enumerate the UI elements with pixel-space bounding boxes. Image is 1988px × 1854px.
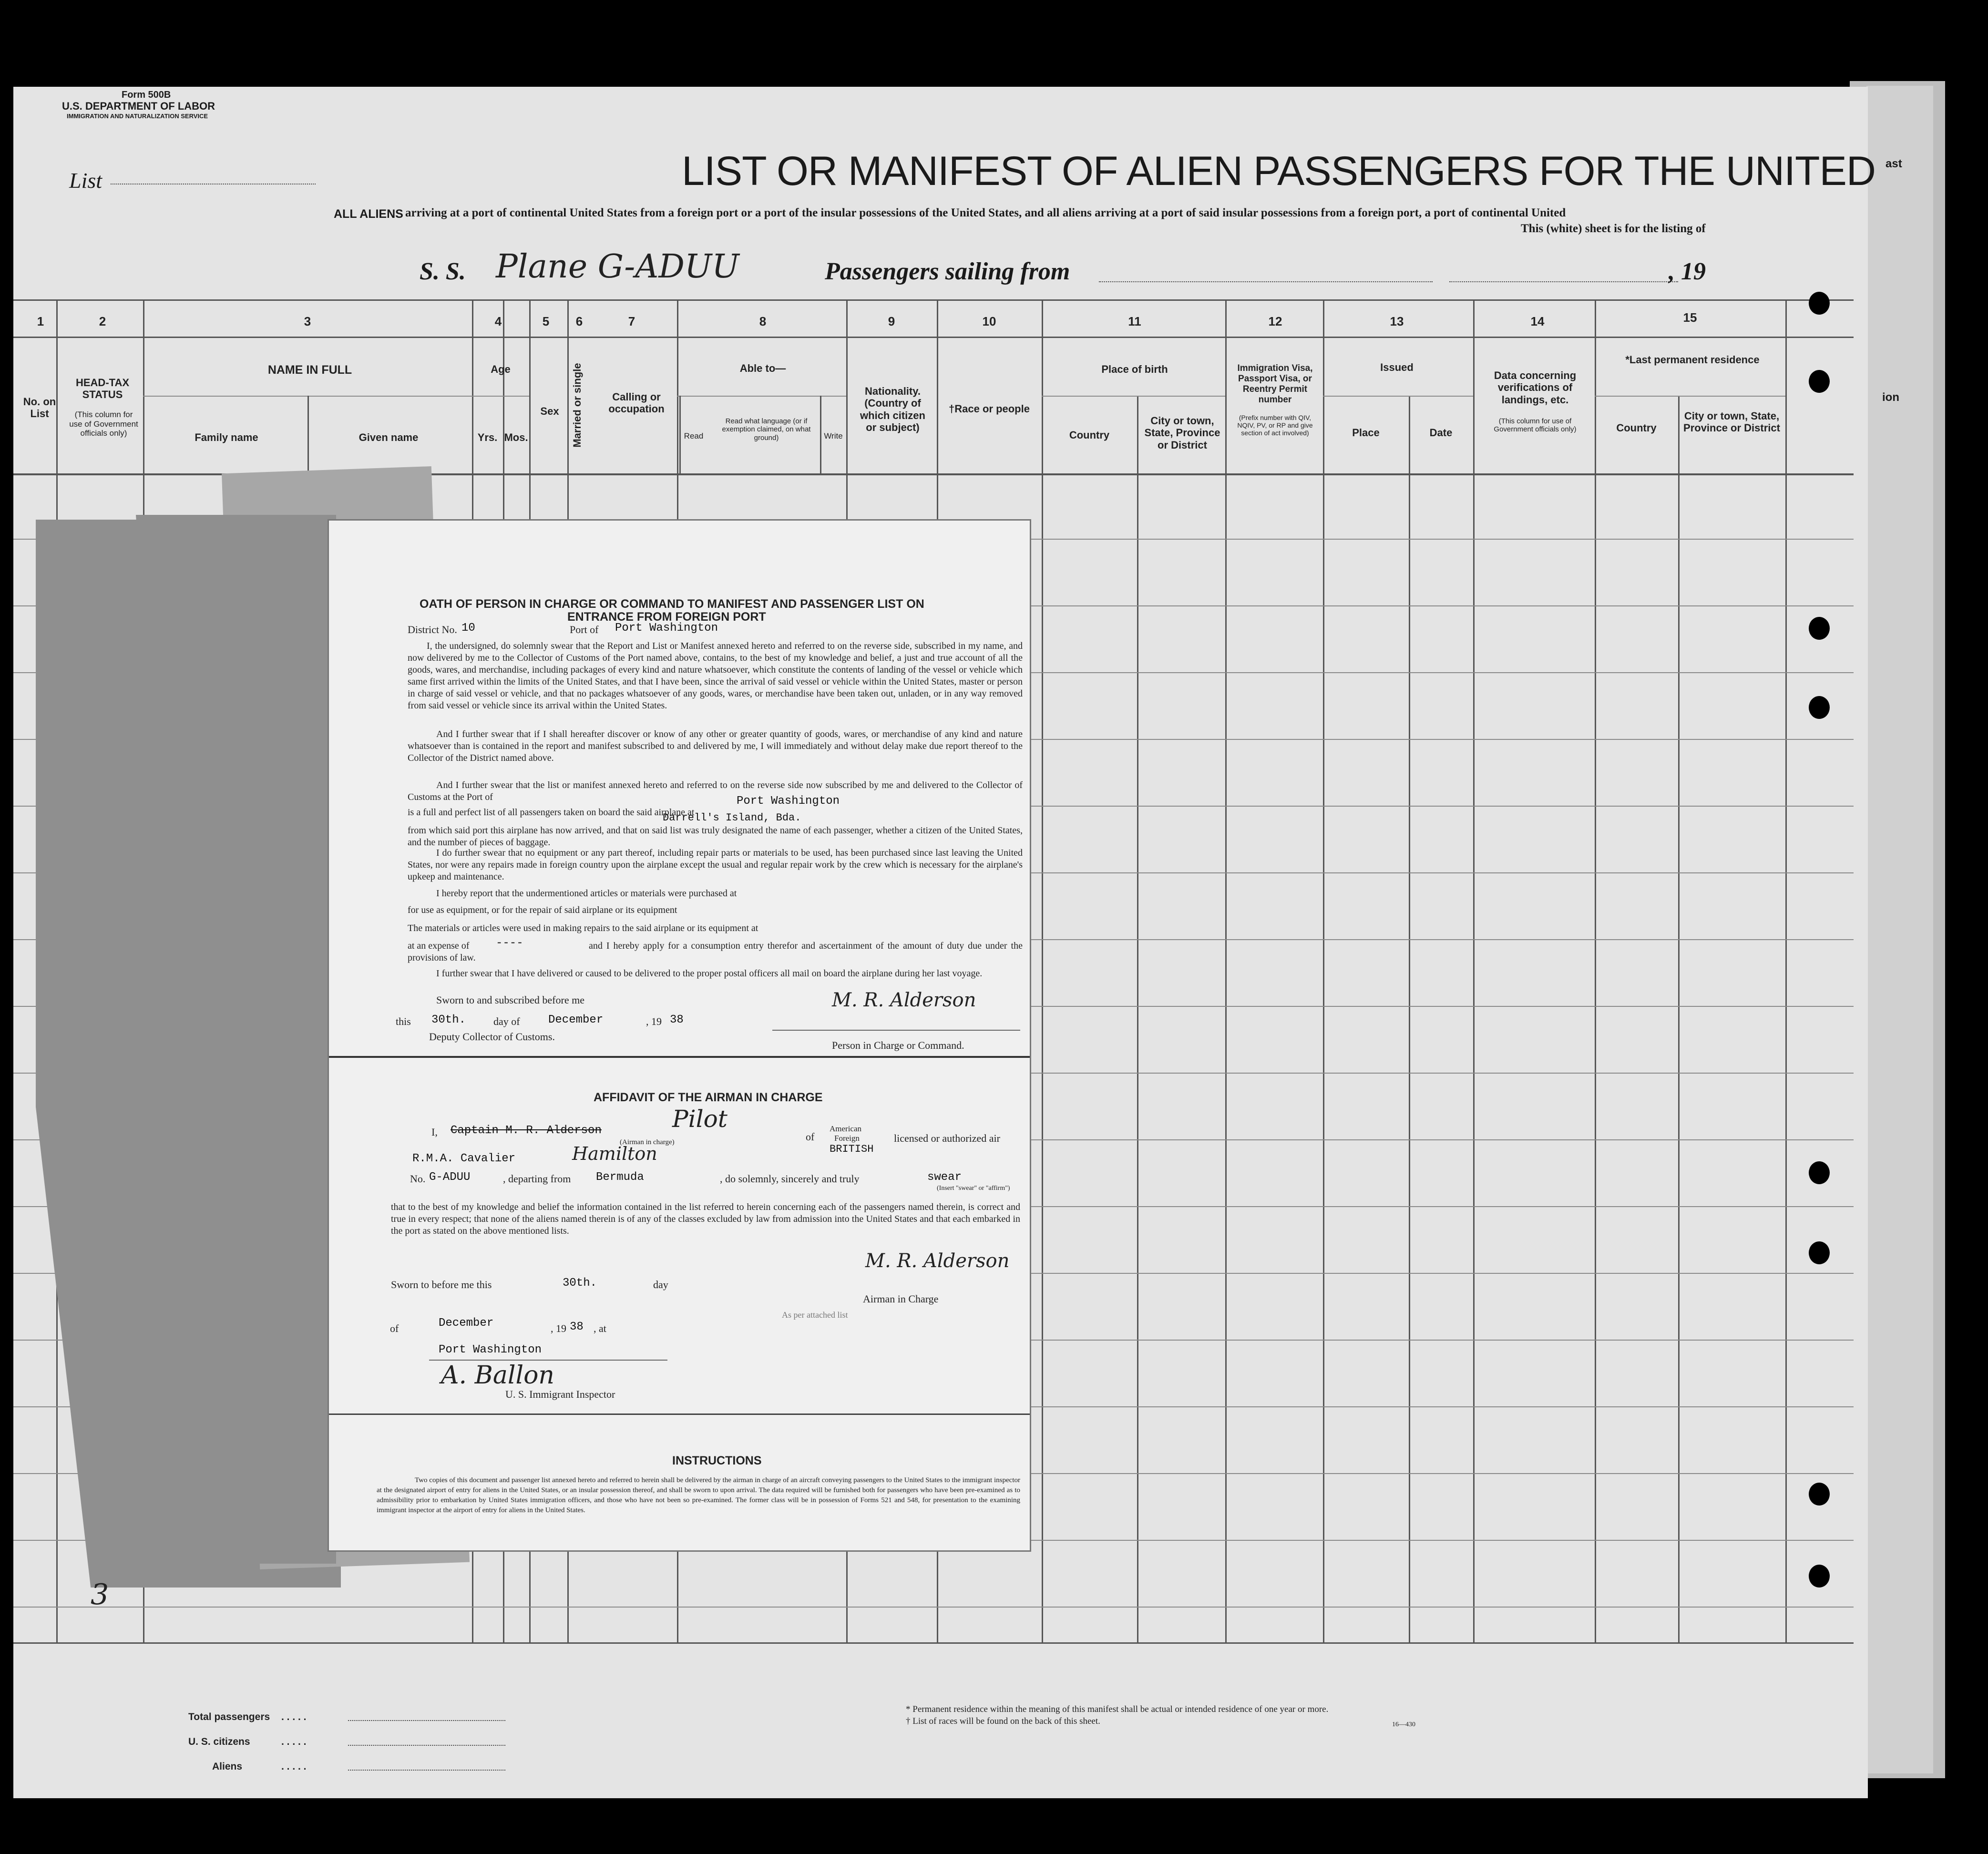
affidavit-i: I,	[431, 1126, 438, 1138]
footer-citizens-line	[348, 1745, 505, 1746]
affidavit-no-value: G-ADUU	[429, 1171, 471, 1184]
col-head-read-language: Read what language (or if exemption claimed, on what ground)	[722, 417, 811, 442]
oath-paragraph-1: I, the undersigned, do solemnly swear that the Report and List or Manifest annexed hereto and referred to on the reverse side, subscribed in my name, and now delivered by me to the Collector of Customs of the Port named above, contains, to the best of my knowledge and belief, a just and true account of all the goods, wares, and merchandise, including packages of every kind and nature whatsoever, which constitute the contents of landing of the vessel or vehicle which same first arrived within the limits of the United States, and that I have been, since the arrival of said vessel or vehicle within the United States, master or person in charge of said vessel or vehicle, and that no packages whatsoever of any goods, wares, or merchandise have been taken out, unladen, or in any way removed from said vessel or vehicle since its arrival within the United States.	[408, 641, 1023, 711]
oath-person-label: Person in Charge or Command.	[832, 1039, 964, 1051]
affidavit-day: day	[653, 1279, 668, 1291]
col-line	[307, 396, 309, 474]
affidavit-airman-in-charge: Airman in Charge	[863, 1293, 939, 1305]
oath-paragraph-4: I do further swear that no equipment or any part thereof, including repair parts or materials to be used, has been purchased since last leaving the United States, nor were any repairs made in foreign country upon the airplane except the usual and regular repair work by the crew which is necessary for the airplane's upkeep and maintenance.	[408, 848, 1023, 882]
affidavit-title: AFFIDAVIT OF THE AIRMAN IN CHARGE	[594, 1091, 823, 1104]
oath-title-1: OATH OF PERSON IN CHARGE OR COMMAND TO MANIFEST AND PASSENGER LIST ON	[420, 597, 924, 611]
affidavit-year: 38	[570, 1321, 584, 1333]
col-num-1: 1	[37, 314, 44, 328]
margin-mark: 3	[91, 1578, 109, 1611]
affidavit-handwritten-place: Hamilton	[572, 1143, 657, 1164]
affidavit-handwritten-title: Pilot	[672, 1105, 728, 1133]
oath-port-label: Port of	[570, 624, 599, 635]
edge-text-2: ion	[1882, 391, 1899, 404]
footer-note-2: † List of races will be found on the back of this sheet.	[906, 1716, 1100, 1726]
sailing-label: Passengers sailing from	[825, 258, 1070, 285]
col-line	[1137, 396, 1138, 1644]
col-head-write: Write	[824, 431, 843, 440]
form-title: LIST OR MANIFEST OF ALIEN PASSENGERS FOR THE UNITED	[682, 148, 1876, 194]
col-line	[1473, 299, 1475, 1644]
col-head-race: †Race or people	[949, 403, 1030, 415]
footer-code: 16—430	[1392, 1721, 1415, 1728]
col-head-verifications: Data concerning verifications of landings, etc.	[1494, 369, 1577, 406]
oath-expense-dash: ----	[496, 937, 523, 950]
punch-hole	[1809, 1241, 1830, 1264]
oath-paragraph-8b: and I hereby apply for a consumption entry therefor and ascertainment of the amount of duty due under the provisions of law.	[408, 941, 1023, 963]
oath-paragraph-9: I further swear that I have delivered or caused to be delivered to the proper postal officers all mail on board the airplane during her last voyage.	[436, 968, 983, 979]
affidavit-airman-label: (Airman in charge)	[620, 1138, 675, 1146]
instructions-title: INSTRUCTIONS	[672, 1454, 762, 1467]
oath-day-value: 30th.	[431, 1014, 466, 1026]
col-head-birth-city: City or town, State, Province or District	[1144, 415, 1220, 451]
col-head-age-yrs: Yrs.	[477, 431, 498, 443]
punch-hole	[1809, 617, 1830, 640]
edge-text-1: ast	[1886, 157, 1902, 170]
col-head-no-on-list: No. on List	[23, 396, 56, 420]
affidavit-of-2: of	[390, 1322, 399, 1334]
col-num-15: 15	[1683, 310, 1697, 325]
footer-total-dots: . . . . .	[281, 1711, 307, 1722]
sailing-port-line	[1099, 281, 1433, 282]
affidavit-sworn-day: 30th.	[563, 1277, 597, 1290]
footer-aliens-dots: . . . . .	[281, 1761, 307, 1772]
affidavit-american: American	[830, 1124, 862, 1133]
col-head-res-country: Country	[1616, 422, 1657, 434]
card-divider-2	[329, 1414, 1030, 1415]
col-num-10: 10	[982, 314, 996, 328]
punch-hole	[1809, 292, 1830, 315]
year-prefix: , 19	[1669, 258, 1706, 285]
affidavit-place-line	[429, 1360, 667, 1361]
subtitle-lead: ALL ALIENS	[334, 207, 403, 221]
subhead-rule	[472, 396, 529, 397]
oath-this: this	[396, 1015, 411, 1027]
footer-note-1: * Permanent residence within the meaning of this manifest shall be actual or intended residence of one year or more.	[906, 1704, 1329, 1714]
col-num-3: 3	[304, 314, 311, 328]
instructions-body: Two copies of this document and passenger list annexed hereto and referred to herein shall be delivered by the airman in charge of an aircraft conveying passengers to the United States to the immigrant inspector at the designated airport of entry for aliens in the United States, or an insular possession thereof, and shall be sworn to upon arrival. The data required will be furnished both for passengers who have been pre-examined as to admissibility prior to embarkation by United States immigration officers, and those who have not been so pre-examined. The former class will be in possession of Forms 521 and 548, for presentation to the examining immigrant inspector at the airport of entry for aliens in the United States.	[377, 1476, 1020, 1514]
oath-port: Port Washington	[615, 622, 718, 635]
col-num-5: 5	[542, 314, 550, 328]
col-num-4: 4	[494, 314, 502, 328]
oath-paragraph-2: And I further swear that if I shall hereafter discover or know of any other or greater quantity of goods, wares, or merchandise of any kind and nature whatsoever than is contained in the report and manifest subscribed to and delivered by me, I will immediately and without delay make due report thereof to the Collector of the District named above.	[408, 729, 1023, 763]
col-line	[1595, 299, 1596, 1644]
table-top-rule	[13, 299, 1854, 301]
col-line	[1785, 299, 1787, 1644]
col-num-8: 8	[759, 314, 767, 328]
affidavit-nationality: BRITISH	[830, 1143, 874, 1155]
footer-total-line	[348, 1720, 505, 1721]
col-head-head-tax-note: (This column for use of Government officials only)	[69, 410, 138, 438]
affidavit-place: Port Washington	[439, 1343, 542, 1356]
col-line	[1225, 299, 1227, 1644]
footer-citizens-dots: . . . . .	[281, 1736, 307, 1747]
oath-signature-line	[772, 1030, 1020, 1031]
oath-paragraph-6: for use as equipment, or for the repair of said airplane or its equipment	[408, 905, 677, 915]
col-head-name-in-full: NAME IN FULL	[267, 363, 352, 377]
col-num-2: 2	[99, 314, 106, 328]
col-head-read: Read	[684, 431, 704, 440]
col-head-birth-country: Country	[1069, 429, 1110, 441]
inspector-label: U. S. Immigrant Inspector	[505, 1388, 615, 1400]
ship-name: Plane G-ADUU	[496, 248, 739, 286]
col-head-age: Age	[491, 363, 511, 375]
col-head-calling: Calling or occupation	[608, 391, 665, 415]
affidavit-licensed: licensed or authorized air	[894, 1132, 1000, 1144]
col-num-13: 13	[1390, 314, 1404, 328]
col-num-14: 14	[1530, 314, 1545, 328]
oath-paragraph-8a: at an expense of	[408, 941, 470, 951]
oath-district-no: 10	[461, 622, 475, 635]
col-head-given-name: Given name	[359, 431, 419, 443]
oath-sworn: Sworn to and subscribed before me	[436, 994, 584, 1006]
col-head-able-to: Able to—	[739, 362, 786, 374]
col-line	[1678, 396, 1680, 1644]
col-line	[1323, 299, 1324, 1644]
col-line	[1409, 396, 1410, 1644]
col-num-12: 12	[1268, 314, 1282, 328]
col-head-family-name: Family name	[195, 431, 258, 443]
inspector-signature: A. Ballon	[441, 1361, 554, 1390]
oath-month: December	[548, 1014, 604, 1026]
oath-signature: M. R. Alderson	[832, 989, 976, 1011]
oath-district-label: District No.	[408, 624, 457, 635]
affidavit-airman-signature: M. R. Alderson	[865, 1250, 1010, 1272]
punch-hole	[1809, 370, 1830, 393]
punch-hole	[1809, 1483, 1830, 1506]
table-bottom-rule	[13, 1642, 1854, 1644]
col-head-place-of-birth: Place of birth	[1101, 363, 1168, 375]
oath-paragraph-3a: And I further swear that the list or manifest annexed hereto and referred to on the reverse side now subscribed by me and delivered to the Collector of Customs at the Port of	[408, 780, 1023, 802]
row-line	[13, 1607, 1854, 1608]
oath-deputy: Deputy Collector of Customs.	[429, 1031, 555, 1043]
oath-paragraph-7: The materials or articles were used in making repairs to the said airplane or its equipment at	[408, 923, 758, 933]
sailing-date-line	[1449, 281, 1678, 282]
affidavit-departing-value: Bermuda	[596, 1171, 644, 1184]
department: U.S. DEPARTMENT OF LABOR	[62, 100, 215, 112]
subtitle: arriving at a port of continental United States from a foreign port or a port of the insular possessions of the United States, and all aliens arriving at a port of said insular possessions from a foreign port, a port of continental United	[405, 206, 1566, 219]
affidavit-aircraft: R.M.A. Cavalier	[412, 1152, 516, 1165]
oath-day-label: day of	[493, 1015, 520, 1027]
footer-aliens: Aliens	[212, 1761, 243, 1772]
oath-p3-place: Darrell's Island, Bda.	[663, 812, 801, 824]
list-label: List	[69, 168, 102, 193]
col-head-issued: Issued	[1380, 361, 1414, 373]
oath-paragraph-3b: is a full and perfect list of all passengers taken on board the said airplane at	[408, 807, 695, 818]
col-head-last-residence: *Last permanent residence	[1625, 354, 1760, 366]
punch-hole	[1809, 1565, 1830, 1588]
col-num-9: 9	[888, 314, 895, 328]
col-num-7: 7	[628, 314, 635, 328]
col-head-sex: Sex	[540, 405, 559, 417]
footer-total: Total passengers	[188, 1711, 270, 1722]
col-head-head-tax: HEAD-TAX STATUS	[75, 377, 130, 401]
footer-citizens: U. S. citizens	[188, 1736, 250, 1747]
affidavit-name: Captain M. R. Alderson	[451, 1124, 602, 1137]
subhead-rule	[1323, 396, 1473, 397]
col-head-visa: Immigration Visa, Passport Visa, or Reentry Permit number	[1237, 363, 1313, 405]
punch-hole	[1809, 696, 1830, 719]
col-head-married: Married or single	[571, 363, 583, 448]
table-numbers-rule	[13, 337, 1854, 338]
affidavit-month: December	[439, 1317, 494, 1330]
affidavit-at: , at	[594, 1322, 606, 1334]
oath-p3-port: Port Washington	[737, 795, 840, 808]
col-num-11: 11	[1128, 314, 1141, 328]
affidavit-of: of	[806, 1131, 815, 1143]
col-num-6: 6	[575, 314, 583, 328]
ship-prefix: S. S.	[420, 258, 466, 285]
form-number: Form 500B	[122, 90, 171, 100]
affidavit-insert-note: (Insert "swear" or "affirm")	[937, 1185, 1010, 1192]
card-divider	[329, 1056, 1030, 1058]
col-head-visa-note: (Prefix number with QIV, NQIV, PV, or RP and give section of act involved)	[1237, 414, 1313, 437]
affidavit-departing: , departing from	[503, 1173, 571, 1185]
affidavit-year-prefix: , 19	[551, 1322, 566, 1334]
oath-paragraph-5: I hereby report that the undermentioned articles or materials were purchased at	[436, 888, 737, 899]
col-head-issued-date: Date	[1429, 427, 1453, 439]
oath-year: 38	[670, 1014, 684, 1026]
service: IMMIGRATION AND NATURALIZATION SERVICE	[67, 113, 208, 120]
subtitle-2: This (white) sheet is for the listing of	[1521, 222, 1706, 235]
subhead-rule	[1042, 396, 1225, 397]
oath-paragraph-3c: from which said port this airplane has now arrived, and that on said list was truly designated the name of each passenger, whether a citizen of the United States, and the number of pieces of baggage.	[408, 825, 1023, 848]
affidavit-sworn-before: Sworn to before me this	[391, 1279, 492, 1291]
subhead-rule	[1595, 396, 1785, 397]
punch-hole	[1809, 1161, 1830, 1184]
affidavit-solemnly: , do solemnly, sincerely and truly	[720, 1173, 860, 1185]
col-head-verifications-note: (This column for use of Government officials only)	[1494, 417, 1577, 434]
col-line	[1042, 299, 1043, 1644]
col-head-nationality: Nationality. (Country of which citizen or subject)	[860, 385, 925, 433]
col-head-res-city: City or town, State, Province or District	[1683, 410, 1780, 434]
affidavit-faint-note: As per attached list	[782, 1310, 848, 1320]
col-head-age-mos: Mos.	[504, 431, 528, 443]
oath-title-2: ENTRANCE FROM FOREIGN PORT	[567, 610, 766, 624]
affidavit-foreign: Foreign	[834, 1134, 860, 1143]
footer-aliens-line	[348, 1770, 505, 1771]
back-sheet-edge-2	[1866, 86, 1933, 1773]
affidavit-no-label: No.	[410, 1173, 426, 1185]
col-head-issued-place: Place	[1352, 427, 1380, 439]
affidavit-body: that to the best of my knowledge and belief the information contained in the list referred to herein concerning each of the passengers named therein, is correct and true in every respect; that none of the aliens named therein is of any of the classes excluded by law from admission into the United States and that each embarked in the port as stated on the above mentioned lists.	[391, 1202, 1020, 1236]
affidavit-swear: swear	[927, 1171, 962, 1184]
oath-year-prefix: , 19	[646, 1015, 662, 1027]
